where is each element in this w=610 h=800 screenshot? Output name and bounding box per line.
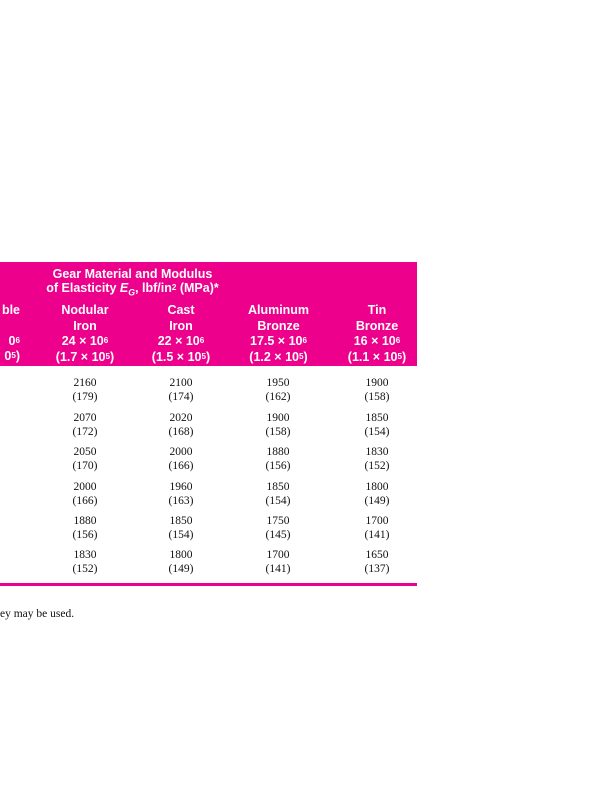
cell-value: 1650 xyxy=(365,549,389,561)
group-title: Gear Material and Modulus xyxy=(52,267,213,281)
group-title-units xyxy=(0,281,265,301)
col-name: Bronze xyxy=(355,318,399,333)
cell-value: 1800 xyxy=(365,481,389,493)
cell-value: 2000 xyxy=(169,446,193,458)
col-modulus-mpa xyxy=(221,350,336,366)
mpa-exp: 5 xyxy=(299,351,304,361)
cell-value-mpa: (166) xyxy=(72,495,98,507)
table-cell xyxy=(136,514,226,542)
mpa-close: ) xyxy=(402,349,407,364)
table-cell xyxy=(40,411,130,439)
mpa-exp: 5 xyxy=(201,351,207,361)
cell-value-mpa: (158) xyxy=(265,426,291,438)
cell-value-mpa: (158) xyxy=(364,391,390,403)
cell-value-mpa: (141) xyxy=(364,529,390,541)
table-cell xyxy=(332,514,422,542)
cell-value-mpa: (174) xyxy=(168,391,194,403)
units-prefix: of Elasticity xyxy=(46,281,120,295)
table-cell xyxy=(233,445,323,473)
cell-value-mpa: (154) xyxy=(265,495,291,507)
col-header-tin-bronze xyxy=(322,303,432,365)
table-header xyxy=(0,262,417,366)
cell-value: 1750 xyxy=(266,515,290,527)
modulus: 17.5 × 10 xyxy=(250,334,303,348)
table-cell xyxy=(233,514,323,542)
cell-value-mpa: (145) xyxy=(265,529,291,541)
cell-value: 2000 xyxy=(73,481,97,493)
mpa: (1.1 × 10 xyxy=(347,349,398,364)
col-name: Bronze xyxy=(257,318,300,333)
cell-value: 2070 xyxy=(73,412,97,424)
table-cell xyxy=(40,480,130,508)
units-suffix: , lbf/in xyxy=(135,281,172,295)
cell-value: 2020 xyxy=(169,412,193,424)
cell-value: 1880 xyxy=(73,515,97,527)
cut-column-header-2: $0^6$ xyxy=(8,334,20,348)
mpa-close: ) xyxy=(110,349,115,364)
cell-value-mpa: (141) xyxy=(265,563,291,575)
cell-value: 1960 xyxy=(169,481,193,493)
cell-value: 1950 xyxy=(266,377,290,389)
table-cell xyxy=(332,445,422,473)
cell-value: 1850 xyxy=(365,412,389,424)
exp: 6 xyxy=(103,336,109,345)
cell-value: 1900 xyxy=(266,412,290,424)
col-modulus xyxy=(221,334,336,350)
col-modulus xyxy=(322,334,432,350)
table-cell xyxy=(233,411,323,439)
col-header-nodular-iron xyxy=(30,303,140,365)
cell-value: 1880 xyxy=(266,446,290,458)
cut-sup-2: 5 xyxy=(11,351,16,360)
table-cell xyxy=(136,480,226,508)
table-cell xyxy=(40,376,130,404)
cell-value-mpa: (152) xyxy=(364,460,390,472)
exp: 6 xyxy=(199,336,205,345)
mpa-close: ) xyxy=(303,349,308,364)
col-name: Tin xyxy=(367,303,387,317)
table-cell xyxy=(233,480,323,508)
cell-value-mpa: (163) xyxy=(168,495,194,507)
mpa-exp: 5 xyxy=(397,351,403,361)
cell-value: 1830 xyxy=(365,446,389,458)
cell-value-mpa: (156) xyxy=(72,529,98,541)
cell-value: 1700 xyxy=(266,549,290,561)
col-modulus-mpa xyxy=(322,350,432,366)
col-header-cast-iron xyxy=(126,303,236,365)
cell-value-mpa: (154) xyxy=(168,529,194,541)
table-cell xyxy=(332,480,422,508)
mpa: (1.2 × 10 xyxy=(249,349,299,364)
mpa-exp: 5 xyxy=(105,351,111,361)
exp: 6 xyxy=(395,336,401,345)
modulus: 24 × 10 xyxy=(61,334,104,348)
col-name: Iron xyxy=(169,318,193,333)
cell-value: 1830 xyxy=(73,549,97,561)
table-cell xyxy=(233,376,323,404)
col-header-aluminum-bronze xyxy=(221,303,336,365)
col-modulus xyxy=(30,334,140,350)
symbol-g: G xyxy=(128,287,136,298)
cell-value: 1850 xyxy=(266,481,290,493)
cell-value-mpa: (156) xyxy=(265,460,291,472)
cell-value: 1700 xyxy=(365,515,389,527)
col-modulus xyxy=(126,334,236,350)
modulus: 22 × 10 xyxy=(157,334,200,348)
exp: 6 xyxy=(302,336,307,345)
cell-value: 2050 xyxy=(73,446,97,458)
table-cell xyxy=(136,411,226,439)
cell-value-mpa: (149) xyxy=(364,495,390,507)
table-cell xyxy=(40,514,130,542)
table-cell xyxy=(332,376,422,404)
symbol-e: E xyxy=(119,281,129,295)
cell-value: 1850 xyxy=(169,515,193,527)
table-cell xyxy=(40,548,130,576)
mpa: (1.5 × 10 xyxy=(151,349,202,364)
table-cell xyxy=(332,548,422,576)
cut-column-header-3: $0^5$) xyxy=(4,349,20,363)
mpa-close: ) xyxy=(206,349,211,364)
col-modulus-mpa xyxy=(126,350,236,366)
mpa: (1.7 × 10 xyxy=(55,349,106,364)
cell-value-mpa: (166) xyxy=(168,460,194,472)
cell-value-mpa: (179) xyxy=(72,391,98,403)
units-tail: (MPa)* xyxy=(176,281,219,295)
cut-tail: ) xyxy=(15,349,20,363)
cell-value-mpa: (170) xyxy=(72,460,98,472)
cell-value-mpa: (162) xyxy=(265,391,291,403)
cell-value: 1800 xyxy=(169,549,193,561)
table-cell xyxy=(233,548,323,576)
units-sup: 2 xyxy=(171,283,177,292)
cell-value: 1900 xyxy=(365,377,389,389)
table-bottom-rule xyxy=(0,583,417,586)
col-name: Cast xyxy=(167,303,195,317)
cell-value-mpa: (152) xyxy=(72,563,98,575)
footnote: ey may be used. xyxy=(0,608,75,620)
col-name: Iron xyxy=(73,318,97,333)
table-cell xyxy=(136,376,226,404)
col-name: Nodular xyxy=(61,303,109,317)
cell-value-mpa: (137) xyxy=(364,563,390,575)
cell-value-mpa: (172) xyxy=(72,426,98,438)
col-modulus-mpa xyxy=(30,350,140,366)
table-cell xyxy=(136,445,226,473)
cut-sup: 6 xyxy=(15,336,20,345)
col-name: Aluminum xyxy=(247,303,310,317)
cut-column-header-1: ble xyxy=(1,303,20,317)
modulus: 16 × 10 xyxy=(353,334,396,348)
table-cell xyxy=(332,411,422,439)
cell-value-mpa: (149) xyxy=(168,563,194,575)
table-cell xyxy=(40,445,130,473)
cell-value: 2160 xyxy=(73,377,97,389)
cell-value: 2100 xyxy=(169,377,193,389)
table-cell xyxy=(136,548,226,576)
cell-value-mpa: (154) xyxy=(364,426,390,438)
cell-value-mpa: (168) xyxy=(168,426,194,438)
